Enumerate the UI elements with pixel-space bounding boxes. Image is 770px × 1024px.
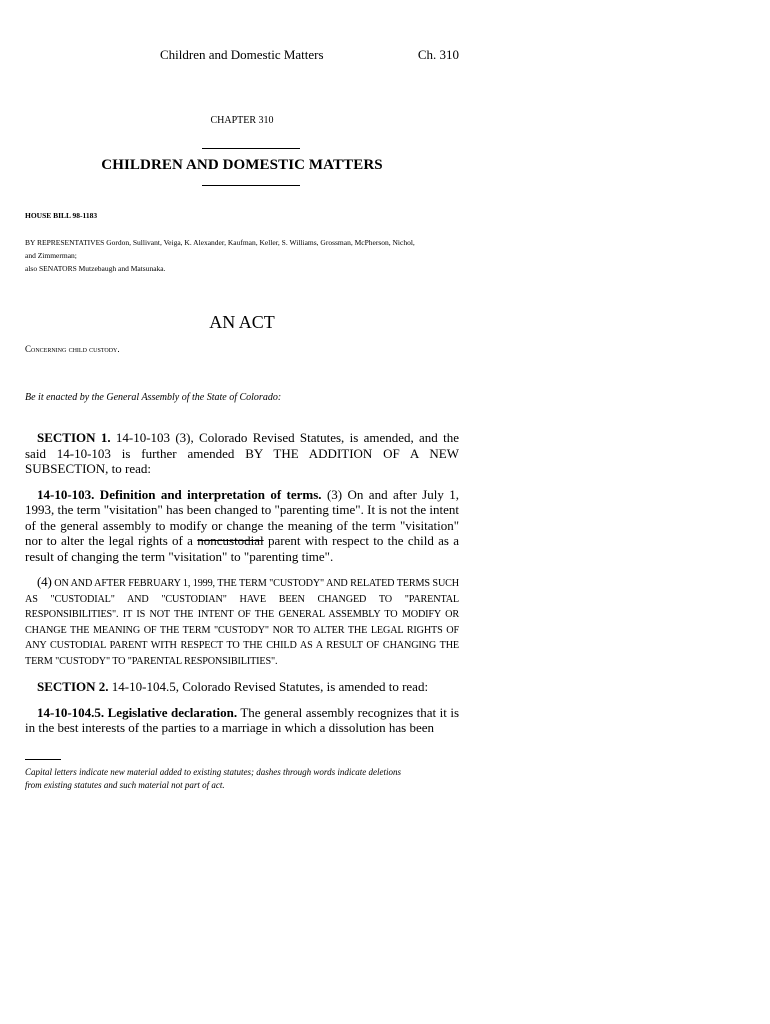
footnote-line: Capital letters indicate new material added to existing statutes; dashes through words indicate deletions	[25, 767, 402, 777]
act-title: AN ACT	[209, 312, 275, 332]
sponsors-line: and Zimmerman;	[25, 251, 77, 260]
enacting-clause: Be it enacted by the General Assembly of the State of Colorado:	[25, 392, 282, 403]
footnote-line: from existing statutes and such material not part of act.	[25, 780, 225, 790]
concerning-clause: Concerning child custody.	[25, 344, 120, 354]
footnote	[25, 766, 465, 792]
section-1-text: 14-10-103 (3), Colorado Revised Statutes, is amended, and the said 14-10-103 is further amended BY THE ADDITION OF A NEW SUBSECTION, to read:	[25, 430, 459, 476]
section-103-text: (3) On and after July 1, 1993, the term "visitation" has been changed to "parenting time". It is not the intent of the general assembly to modify or change the meaning of the term "visitation" nor to alter the legal rights of a	[25, 486, 459, 548]
title-rule-bottom	[202, 185, 300, 186]
subsection-4-paragraph	[25, 574, 459, 669]
sponsors-line: BY REPRESENTATIVES Gordon, Sullivant, Veiga, K. Alexander, Kaufman, Keller, S. Williams, Grossman, McPherson, Nichol,	[25, 238, 415, 247]
deleted-text: noncustodial	[197, 533, 264, 548]
running-head-chapter: Ch. 310	[417, 47, 459, 62]
footnote-rule	[25, 759, 61, 760]
section-1-label: SECTION 1.	[37, 430, 111, 445]
section-1045-paragraph	[25, 705, 459, 736]
subsection-4-text: ON AND AFTER FEBRUARY 1, 1999, THE TERM "CUSTODY" AND RELATED TERMS SUCH AS "CUSTODIAL" AND "CUSTODIAN" HAVE BEEN CHANGED TO "PARENTAL RESPONSIBILITIES". IT IS NOT THE INTENT OF THE GENERAL ASSEMBLY TO MODIFY OR CHANGE THE MEANING OF THE TERM "CUSTODY" NOR TO ALTER THE LEGAL RIGHTS OF ANY CUSTODIAL PARENT WITH RESPECT TO THE CHILD AS A RESULT OF CHANGING THE TERM "CUSTODY" TO "PARENTAL RESPONSIBILITIES".	[25, 578, 459, 667]
section-103-heading: 14-10-103. Definition and interpretation of terms.	[37, 486, 322, 502]
chapter-title: CHILDREN AND DOMESTIC MATTERS	[101, 157, 383, 173]
section-103-text-end: parent with respect to the child as a result of changing the term "visitation" to "parenting time".	[25, 533, 459, 564]
section-2-text: 14-10-104.5, Colorado Revised Statutes, is amended to read:	[108, 679, 429, 694]
section-2-paragraph	[25, 679, 459, 695]
section-1045-heading: 14-10-104.5. Legislative declaration.	[37, 704, 238, 720]
section-103-paragraph	[25, 487, 459, 565]
sponsors-line: also SENATORS Mutzebaugh and Matsunaka.	[25, 264, 166, 273]
sponsors-block	[25, 236, 465, 275]
bill-number: HOUSE BILL 98-1183	[25, 211, 98, 220]
title-rule-top	[202, 148, 300, 149]
subsection-4-label: (4)	[37, 574, 52, 589]
running-header	[25, 47, 459, 65]
chapter-number: CHAPTER 310	[210, 115, 274, 126]
section-1-paragraph	[25, 430, 459, 477]
running-head-title: Children and Domestic Matters	[160, 47, 324, 62]
act-body	[25, 430, 459, 746]
section-2-label: SECTION 2.	[37, 679, 109, 694]
section-1045-text: The general assembly recognizes that it is in the best interests of the parties to a marriage in which a dissolution has been	[25, 704, 460, 735]
